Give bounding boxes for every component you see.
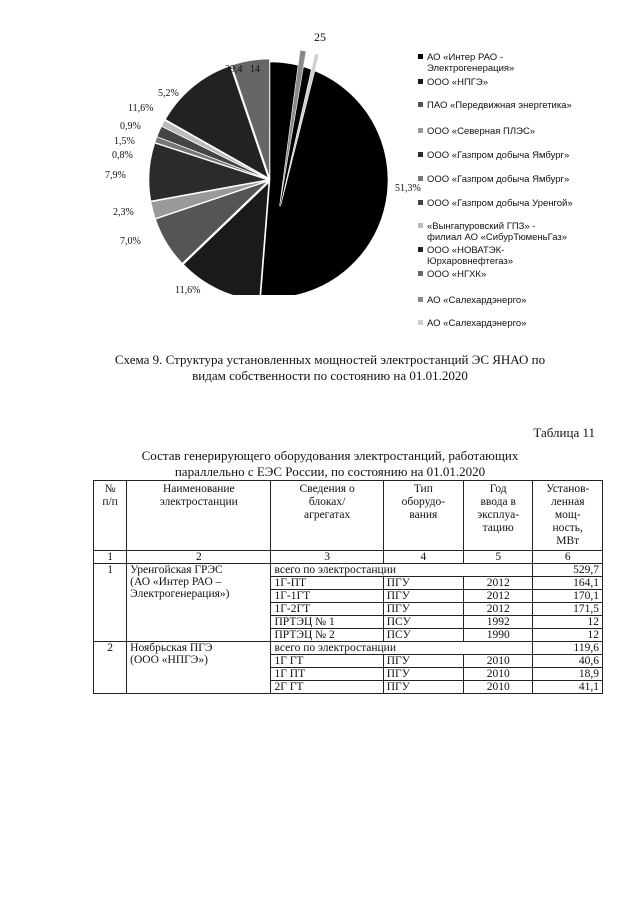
unit-year: 2012 bbox=[463, 590, 533, 603]
legend-swatch-icon bbox=[418, 297, 423, 302]
caption-line: Схема 9. Структура установленных мощностей электростанций ЭС ЯНАО по bbox=[114, 352, 546, 367]
table-number: Таблица 11 bbox=[533, 425, 595, 440]
legend-item: ООО «Газпром добыча Ямбург» bbox=[418, 150, 569, 161]
legend-swatch-icon bbox=[418, 128, 423, 133]
station-total-value: 119,6 bbox=[533, 642, 603, 655]
station-total-label: всего по электростанции bbox=[271, 564, 533, 577]
station-num: 1 bbox=[94, 564, 127, 642]
pie-slice-label: 7,9% bbox=[105, 170, 126, 181]
unit-type: ПСУ bbox=[383, 629, 463, 642]
unit-power: 164,1 bbox=[533, 577, 603, 590]
legend-swatch-icon bbox=[418, 152, 423, 157]
pie-slice-label: 51,3% bbox=[395, 183, 421, 194]
col-number: 2 bbox=[127, 551, 271, 564]
unit-type: ПГУ bbox=[383, 603, 463, 616]
table-row bbox=[94, 642, 603, 655]
col-number: 1 bbox=[94, 551, 127, 564]
legend-swatch-icon bbox=[418, 320, 423, 325]
column-number-row bbox=[94, 551, 603, 564]
unit-block: ПРТЭЦ № 2 bbox=[271, 629, 383, 642]
legend-item-cont: Юрхаровнефтегаз» bbox=[427, 256, 514, 267]
legend-item: АО «Интер РАО - bbox=[418, 52, 503, 63]
unit-power: 12 bbox=[533, 629, 603, 642]
unit-type: ПГУ bbox=[383, 655, 463, 668]
unit-power: 40,6 bbox=[533, 655, 603, 668]
pie-slice-label: 39,4 bbox=[225, 64, 243, 75]
unit-block: 1Г ГТ bbox=[271, 655, 383, 668]
unit-power: 18,9 bbox=[533, 668, 603, 681]
station-total-value: 529,7 bbox=[533, 564, 603, 577]
pie-slice-label: 2,3% bbox=[113, 207, 134, 218]
unit-type: ПГУ bbox=[383, 577, 463, 590]
equipment-table bbox=[93, 480, 603, 694]
legend-item: ООО «Газпром добыча Уренгой» bbox=[418, 198, 573, 209]
legend-item: ООО «Северная ПЛЭС» bbox=[418, 126, 535, 137]
station-total-label: всего по электростанции bbox=[271, 642, 533, 655]
unit-type: ПГУ bbox=[383, 590, 463, 603]
unit-block: 1Г ПТ bbox=[271, 668, 383, 681]
chart-caption bbox=[60, 352, 600, 384]
unit-power: 12 bbox=[533, 616, 603, 629]
legend-item: «Вынгапуровский ГПЗ» - bbox=[418, 221, 536, 232]
unit-type: ПСУ bbox=[383, 616, 463, 629]
pie-slice-label: 11,6% bbox=[128, 103, 154, 114]
legend-swatch-icon bbox=[418, 247, 423, 252]
pie-slice-label: 7,0% bbox=[120, 236, 141, 247]
header-power: Установ- ленная мощ- ность, МВт bbox=[533, 481, 603, 551]
header-num: № п/п bbox=[94, 481, 127, 551]
unit-type: ПГУ bbox=[383, 668, 463, 681]
unit-year: 1992 bbox=[463, 616, 533, 629]
header-type: Тип оборудо- вания bbox=[383, 481, 463, 551]
unit-power: 171,5 bbox=[533, 603, 603, 616]
legend-swatch-icon bbox=[418, 271, 423, 276]
pie-slice-label: 11,6% bbox=[175, 285, 201, 296]
pie-slice-label: 0,9% bbox=[120, 121, 141, 132]
unit-year: 2010 bbox=[463, 655, 533, 668]
unit-block: 2Г ГТ bbox=[271, 681, 383, 694]
table-title-line: Состав генерирующего оборудования электростанций, работающих bbox=[141, 448, 519, 463]
unit-block: 1Г-2ГТ bbox=[271, 603, 383, 616]
unit-year: 2010 bbox=[463, 668, 533, 681]
table-row bbox=[94, 564, 603, 577]
unit-type: ПГУ bbox=[383, 681, 463, 694]
col-number: 5 bbox=[463, 551, 533, 564]
pie-chart bbox=[95, 45, 415, 295]
legend-item: ООО «НПГЭ» bbox=[418, 77, 488, 88]
station-num: 2 bbox=[94, 642, 127, 694]
legend-swatch-icon bbox=[418, 79, 423, 84]
legend-item: АО «Салехардэнерго» bbox=[418, 318, 526, 329]
unit-power: 170,1 bbox=[533, 590, 603, 603]
table-title-line: параллельно с ЕЭС России, по состоянию на 01.01.2020 bbox=[174, 464, 486, 479]
legend-item-cont: Электрогенерация» bbox=[427, 63, 515, 74]
station-name: Уренгойская ГРЭС (АО «Интер РАО – Электрогенерация») bbox=[127, 564, 271, 642]
col-number: 6 bbox=[533, 551, 603, 564]
legend-item: ПАО «Передвижная энергетика» bbox=[418, 100, 572, 111]
legend-swatch-icon bbox=[418, 102, 423, 107]
legend-swatch-icon bbox=[418, 223, 423, 228]
unit-block: ПРТЭЦ № 1 bbox=[271, 616, 383, 629]
legend-swatch-icon bbox=[418, 200, 423, 205]
table-title bbox=[60, 448, 600, 480]
page-number: 25 bbox=[314, 30, 326, 44]
unit-year: 2010 bbox=[463, 681, 533, 694]
pie-slice-label: 1,5% bbox=[114, 136, 135, 147]
header-name: Наименование электростанции bbox=[127, 481, 271, 551]
legend-item: ООО «НГХК» bbox=[418, 269, 486, 280]
legend-item: ООО «НОВАТЭК- bbox=[418, 245, 504, 256]
pie-slice-label: 0,8% bbox=[112, 150, 133, 161]
station-name: Ноябрьская ПГЭ (ООО «НПГЭ») bbox=[127, 642, 271, 694]
header-blocks: Сведения о блоках/ агрегатах bbox=[271, 481, 383, 551]
caption-line: видам собственности по состоянию на 01.01.2020 bbox=[192, 368, 468, 383]
unit-block: 1Г-ПТ bbox=[271, 577, 383, 590]
unit-year: 1990 bbox=[463, 629, 533, 642]
unit-year: 2012 bbox=[463, 603, 533, 616]
legend-swatch-icon bbox=[418, 176, 423, 181]
col-number: 4 bbox=[383, 551, 463, 564]
header-year: Год ввода в эксплуа- тацию bbox=[463, 481, 533, 551]
legend-item: ООО «Газпром добыча Ямбург» bbox=[418, 174, 569, 185]
pie-slice bbox=[261, 62, 388, 295]
unit-year: 2012 bbox=[463, 577, 533, 590]
pie-slice-label: 14 bbox=[250, 64, 260, 75]
legend-swatch-icon bbox=[418, 54, 423, 59]
legend-item: АО «Салехардэнерго» bbox=[418, 295, 526, 306]
unit-power: 41,1 bbox=[533, 681, 603, 694]
unit-block: 1Г-1ГТ bbox=[271, 590, 383, 603]
legend-item-cont: филиал АО «СибурТюменьГаз» bbox=[427, 232, 568, 243]
col-number: 3 bbox=[271, 551, 383, 564]
table-header-row bbox=[94, 481, 603, 551]
pie-slice-label: 5,2% bbox=[158, 88, 179, 99]
